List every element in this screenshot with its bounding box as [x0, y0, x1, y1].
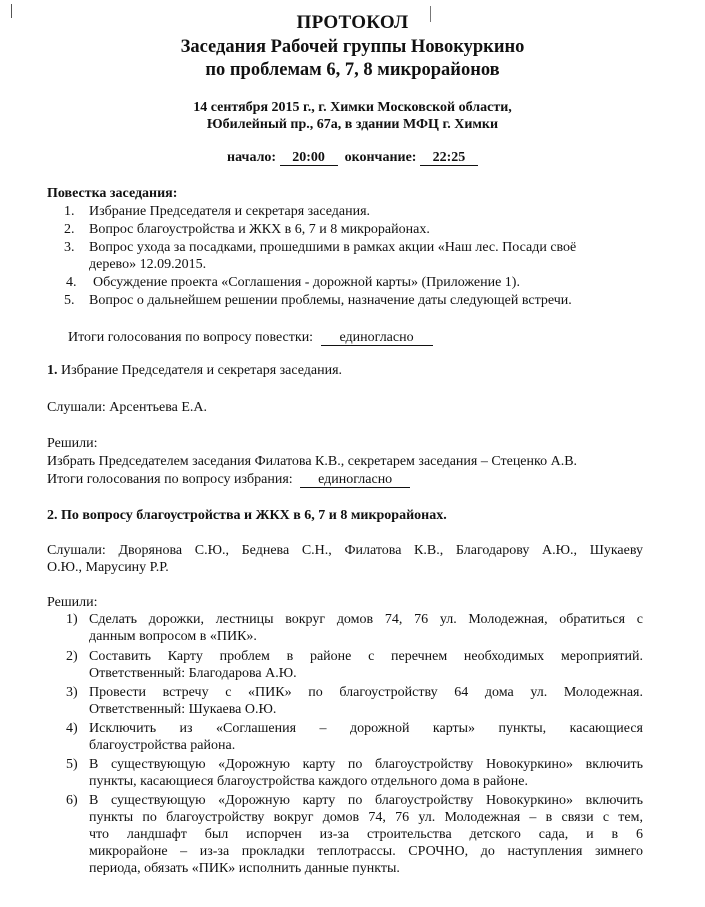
agenda-item-number: 2.: [64, 222, 75, 237]
decision-item-number: 1): [66, 612, 78, 627]
agenda-item-text: Обсуждение проекта «Соглашения - дорожной карты» (Приложение 1).: [93, 275, 520, 290]
decision-item-text: микрорайоне – из-за прокладки теплотрассы. СРОЧНО, до наступления зимнего: [89, 844, 643, 859]
decision-item-text: Сделать дорожки, лестницы вокруг домов 74, 76 ул. Молодежная, обратиться с: [89, 612, 643, 627]
decision-item-text: Исключить из «Соглашения – дорожной карты» пункты, касающиеся: [89, 721, 643, 736]
agenda-item-number: 1.: [64, 204, 75, 219]
decision-item-text: Составить Карту проблем в районе с перечнем необходимых мероприятий.: [89, 649, 643, 664]
section2-heard-line1: Слушали: Дворянова С.Ю., Беднева С.Н., Филатова К.В., Благодарову А.Ю., Шукаеву: [47, 543, 643, 558]
decision-item-number: 5): [66, 757, 78, 772]
section1-vote-label: Итоги голосования по вопросу избрания:: [47, 472, 293, 487]
decision-item-number: 2): [66, 649, 78, 664]
decision-item-text: данным вопросом в «ПИК».: [89, 629, 257, 644]
meeting-time: [0, 150, 705, 166]
agenda-item-text: дерево» 12.09.2015.: [89, 257, 207, 272]
decision-item-text: пункты по благоустройству вокруг домов 74, 76 ул. Молодежная – в связи с тем,: [89, 810, 643, 825]
agenda-item-text: Вопрос о дальнейшем решении проблемы, назначение даты следующей встречи.: [89, 293, 572, 308]
document-subtitle-line2: по проблемам 6, 7, 8 микрорайонов: [205, 60, 500, 80]
agenda-vote-label: Итоги голосования по вопросу повестки:: [68, 330, 314, 345]
section1-title: [47, 362, 342, 379]
section1-decision: Избрать Председателем заседания Филатова К.В., секретарем заседания – Стеценко А.В.: [47, 454, 578, 469]
decision-item-number: 4): [66, 721, 78, 736]
document-title: ПРОТОКОЛ: [296, 12, 409, 33]
decision-item-text: Ответственный: Благодарова А.Ю.: [89, 666, 297, 681]
document-subtitle-line1: Заседания Рабочей группы Новокуркино: [180, 37, 525, 57]
section1-vote-value: единогласно: [300, 473, 410, 488]
decision-item-text: периода, обязать «ПИК» исполнить данные пункты.: [89, 861, 400, 876]
decision-item-text: В существующую «Дорожную карту по благоустройству Новокуркино» включить: [89, 757, 643, 772]
decision-item-text: благоустройства района.: [89, 738, 236, 753]
section2-heard-line2: О.Ю., Марусину Р.Р.: [47, 560, 169, 575]
decision-item-text: что ландшафт был испорчен из-за строительства детского сада, и в 6: [89, 827, 643, 842]
agenda-item-number: 4.: [66, 275, 77, 290]
end-label: окончание:: [344, 150, 417, 165]
start-time-value: 20:00: [280, 151, 338, 166]
section1-number: 1.: [47, 363, 58, 378]
decision-item-text: Ответственный: Шукаева О.Ю.: [89, 702, 277, 717]
start-label: начало:: [227, 150, 277, 165]
section1-vote-result: [47, 471, 410, 488]
decision-item-text: Провести встречу с «ПИК» по благоустройству 64 дома ул. Молодежная.: [89, 685, 643, 700]
section1-decided-label: Решили:: [47, 436, 98, 451]
meeting-date-place-line1: 14 сентября 2015 г., г. Химки Московской области,: [193, 100, 512, 115]
agenda-item-text: Избрание Председателя и секретаря заседания.: [89, 204, 371, 219]
meeting-date-place-line2: Юбилейный пр., 67а, в здании МФЦ г. Химки: [206, 117, 499, 132]
decision-item-number: 3): [66, 685, 78, 700]
end-time-value: 22:25: [420, 151, 478, 166]
section1-heard: Слушали: Арсентьева Е.А.: [47, 400, 208, 415]
section1-title-text: Избрание Председателя и секретаря заседания.: [61, 363, 343, 378]
decision-item-text: В существующую «Дорожную карту по благоустройству Новокуркино» включить: [89, 793, 643, 808]
agenda-vote-value: единогласно: [321, 331, 433, 346]
agenda-heading: Повестка заседания:: [47, 186, 178, 201]
agenda-vote-result: [68, 329, 433, 346]
decision-item-number: 6): [66, 793, 78, 808]
agenda-item-text: Вопрос благоустройства и ЖКХ в 6, 7 и 8 микрорайонах.: [89, 222, 430, 237]
agenda-item-number: 5.: [64, 293, 75, 308]
section2-decided-label: Решили:: [47, 595, 98, 610]
decision-item-text: пункты, касающиеся благоустройства каждого отдельного дома в районе.: [89, 774, 528, 789]
section2-title: 2. По вопросу благоустройства и ЖКХ в 6, 7 и 8 микрорайонах.: [47, 508, 447, 523]
agenda-item-number: 3.: [64, 240, 75, 255]
agenda-item-text: Вопрос ухода за посадками, прошедшими в рамках акции «Наш лес. Посади своё: [89, 240, 577, 255]
